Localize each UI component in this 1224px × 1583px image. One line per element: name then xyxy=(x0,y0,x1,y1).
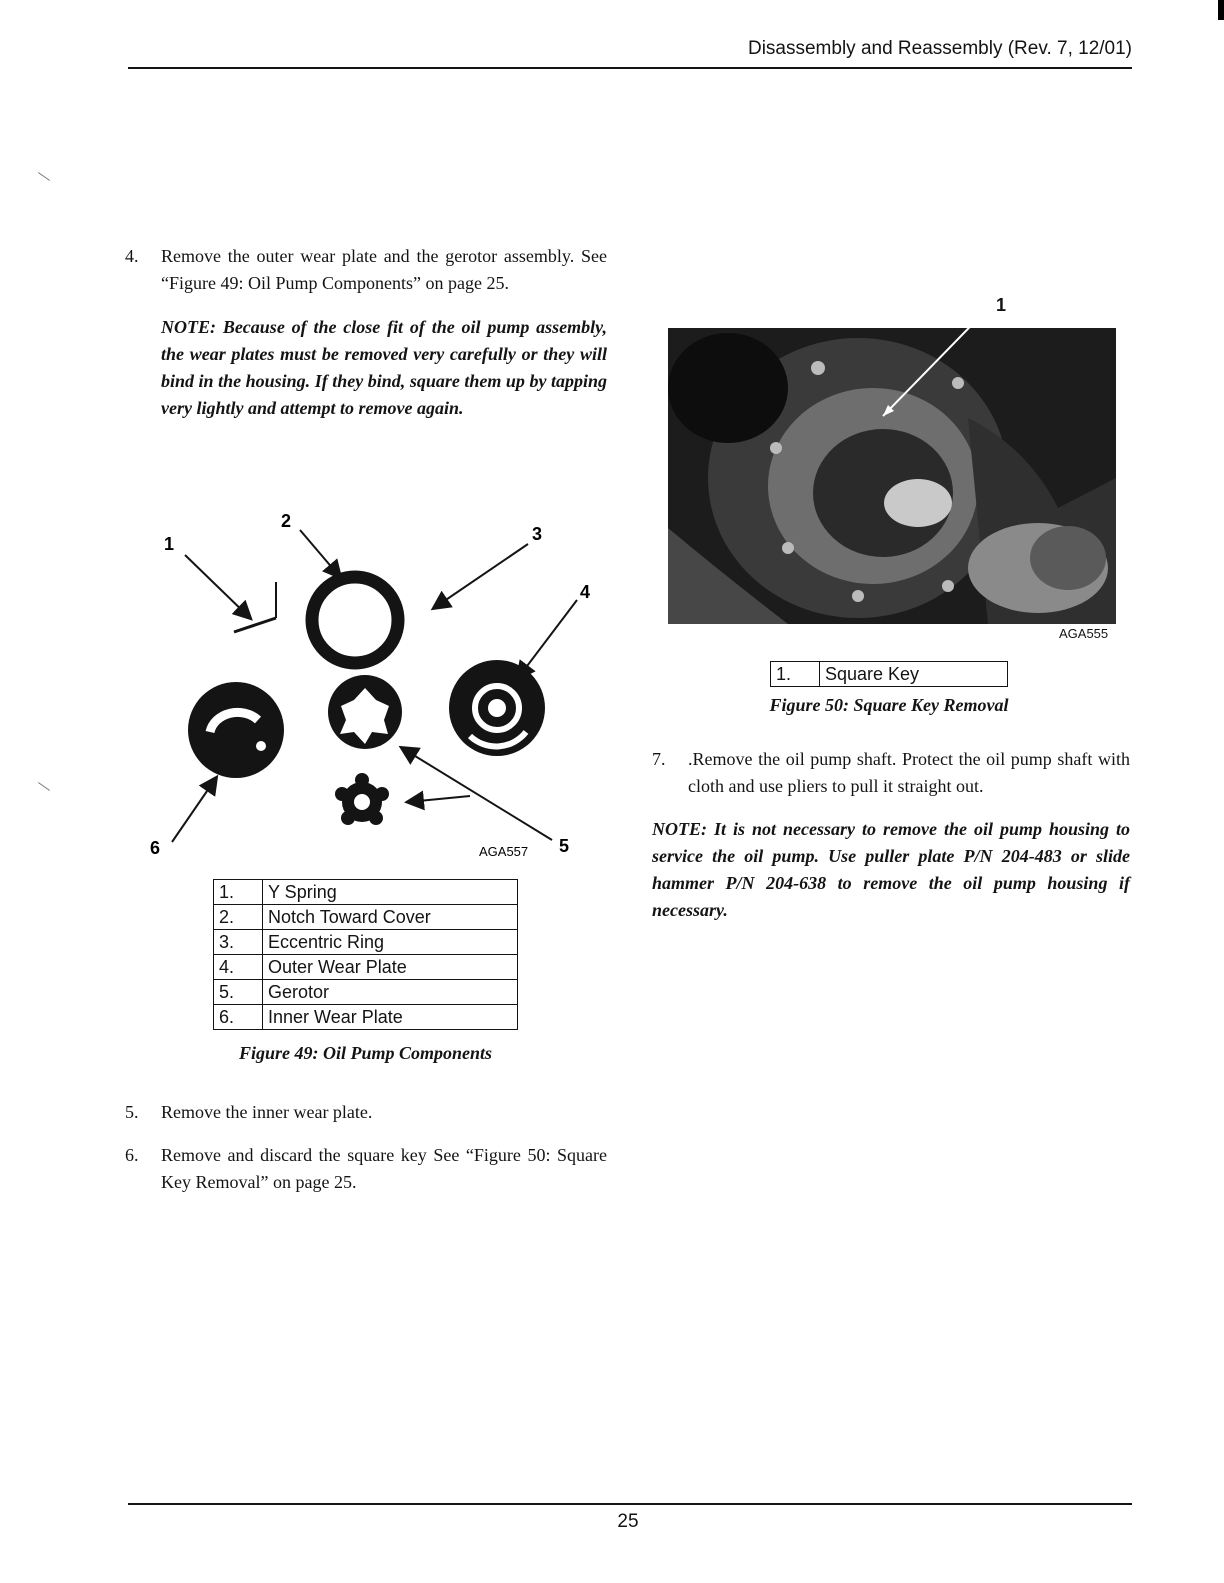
legend-label: Outer Wear Plate xyxy=(263,955,518,980)
figure-49-caption: Figure 49: Oil Pump Components xyxy=(238,1043,493,1063)
step-number: 6. xyxy=(125,1145,139,1165)
figure-50-callout: 1 xyxy=(996,295,1007,315)
leader-5b xyxy=(408,796,470,802)
scan-mark xyxy=(38,172,50,181)
legend-label: Eccentric Ring xyxy=(263,930,518,955)
step-7 xyxy=(652,746,1130,800)
leader-4 xyxy=(518,600,577,678)
legend-label: Square Key xyxy=(820,662,1008,687)
leader-3 xyxy=(434,544,528,608)
callout-4: 4 xyxy=(580,582,591,602)
figure-50-photo xyxy=(668,328,1116,624)
outer-wear-plate xyxy=(449,660,545,756)
figure-49-diagram xyxy=(140,500,600,870)
step-5 xyxy=(125,1099,607,1126)
callout-1: 1 xyxy=(164,534,175,554)
step-number: 4. xyxy=(125,246,139,266)
step-text: Remove the outer wear plate and the gerotor assembly. See “Figure 49: Oil Pump Components” on page 25. xyxy=(161,246,607,293)
legend-row xyxy=(214,980,518,1005)
callout-5: 5 xyxy=(559,836,570,856)
leader-6 xyxy=(172,778,216,842)
leader-2 xyxy=(300,530,340,577)
gerotor-outer xyxy=(328,675,402,749)
leader-5a xyxy=(402,748,552,840)
figure-49-legend xyxy=(213,879,518,1030)
step-number: 7. xyxy=(652,749,666,769)
legend-label: Gerotor xyxy=(263,980,518,1005)
figure-50-caption: Figure 50: Square Key Removal xyxy=(769,695,1009,715)
legend-row xyxy=(214,905,518,930)
header-rule xyxy=(128,67,1132,69)
legend-num: 6. xyxy=(214,1005,263,1030)
step-text: Remove and discard the square key See “Figure 50: Square Key Removal” on page 25. xyxy=(161,1145,607,1192)
legend-num: 5. xyxy=(214,980,263,1005)
step-number: 5. xyxy=(125,1102,139,1122)
legend-label: Notch Toward Cover xyxy=(263,905,518,930)
figure-50-legend xyxy=(770,661,1008,687)
gerotor-inner xyxy=(335,773,389,825)
legend-row xyxy=(214,955,518,980)
legend-row xyxy=(214,930,518,955)
step-text: Remove the inner wear plate. xyxy=(161,1102,373,1122)
callout-6: 6 xyxy=(150,838,161,858)
legend-label: Inner Wear Plate xyxy=(263,1005,518,1030)
eccentric-ring xyxy=(312,577,398,663)
figure-50-code: AGA555 xyxy=(1059,626,1109,641)
note-pump-housing: NOTE: It is not necessary to remove the oil pump housing to service the oil pump. Use puller plate P/N 204-483 or slide hammer P/N 204-638 to remove the oil pump housing if necessary. xyxy=(652,819,1130,920)
leader-1 xyxy=(185,555,250,618)
running-header: Disassembly and Reassembly (Rev. 7, 12/01) xyxy=(747,38,1132,59)
legend-num: 1. xyxy=(214,880,263,905)
legend-row xyxy=(771,662,1008,687)
inner-wear-plate xyxy=(188,682,284,778)
legend-row xyxy=(214,880,518,905)
legend-num: 4. xyxy=(214,955,263,980)
callout-2: 2 xyxy=(281,511,292,531)
legend-num: 3. xyxy=(214,930,263,955)
y-spring xyxy=(234,582,276,632)
step-6 xyxy=(125,1142,607,1196)
callout-3: 3 xyxy=(532,524,543,544)
page-number: 25 xyxy=(617,1511,639,1532)
scan-mark xyxy=(38,782,50,791)
legend-row xyxy=(214,1005,518,1030)
footer-rule xyxy=(128,1503,1132,1505)
corner-mark xyxy=(1218,0,1224,20)
figure-49-code: AGA557 xyxy=(479,844,529,859)
legend-label: Y Spring xyxy=(263,880,518,905)
note-wear-plates: NOTE: Because of the close fit of the oil pump assembly, the wear plates must be removed very carefully or they will bind in the housing. If they bind, square them up by tapping very lightly and attempt to remove again. xyxy=(161,317,607,418)
legend-num: 2. xyxy=(214,905,263,930)
step-text: .Remove the oil pump shaft. Protect the oil pump shaft with cloth and use pliers to pull it straight out. xyxy=(688,749,1130,796)
legend-num: 1. xyxy=(771,662,820,687)
step-4 xyxy=(125,243,607,297)
